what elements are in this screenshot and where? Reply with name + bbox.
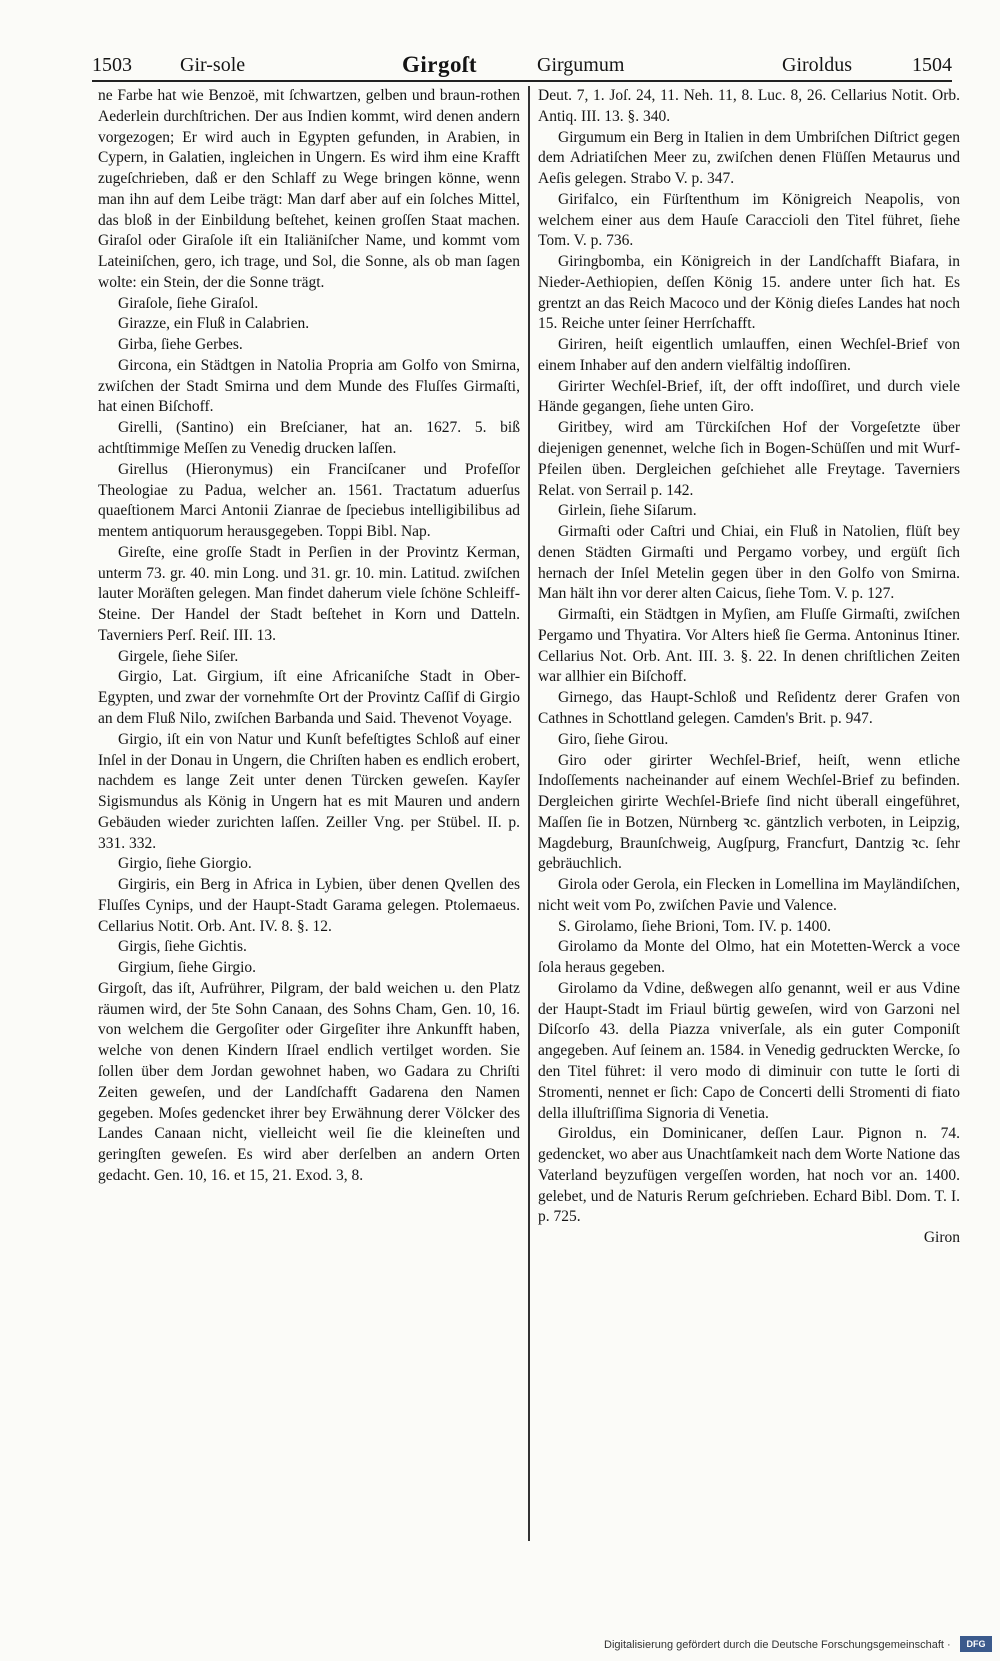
dictionary-entry: Girola oder Gerola, ein Flecken in Lomellina im Mayländiſchen, nicht weit vom Po, zwiſchen Pavie und Valence.: [538, 876, 960, 914]
dictionary-entry: Girgio, ſiehe Giorgio.: [118, 855, 252, 873]
keyword-right-2: Giroldus: [782, 54, 852, 76]
dictionary-entry: Girnego, das Haupt-Schloß und Reſidentz derer Grafen von Cathnes in Schottland gelegen. Camden's Brit. p. 947.: [538, 689, 960, 727]
dictionary-entry: Girgio, iſt ein von Natur und Kunſt befeſtigtes Schloß auf einer Inſel in der Donau in Ungern, die Chriſten haben es endlich erobert, nachdem es lange Zeit unter denen Türcken geweſen. Kayſer Sigismundus als König in Ungern hat es mit Mauren und andern Gebäuden wieder zurichten laſſen. Zeiller Vng. per Stübel. II. p. 331. 332.: [98, 730, 520, 852]
right-column: [538, 86, 960, 1249]
dictionary-entry: Girgoſt, das iſt, Aufrührer, Pilgram, der bald weichen u. den Platz räumen wird, der 5te Sohn Canaan, des Sohns Cham, Gen. 10, 16. von welchem die Gergoſiter oder Girgeſiter ihre Ankunfft haben, welche von denen Kindern Iſrael endlich vertilget worden. Sie ſollen über dem Jordan gewohnet haben, wo Gadara zu Chriſti Zeiten geweſen, und der Landſchafft Gadarena den Namen gegeben. Moſes gedencket ihrer bey Erwähnung derer Völcker des Landes Canaan nicht, vielleicht weil ſie die kleineſten und geringſten geweſen. Es wird aber derſelben an andern Orten gedacht. Gen. 10, 16. et 15, 21. Exod. 3, 8.: [98, 979, 520, 1184]
dictionary-entry: Girmaſti, ein Städtgen in Myſien, am Fluſſe Girmaſti, zwiſchen Pergamo und Thyatira. Vor Alters hieß ſie Germa. Antoninus Itiner. Cellarius Not. Orb. Ant. III. 3. §. 22. In denen chriſtlichen Zeiten war allhier ein Biſchoff.: [538, 606, 960, 686]
dictionary-entry: Girgio, Lat. Girgium, iſt eine Africaniſche Stadt in Ober-Egypten, und zwar der vornehmſte Ort der Provintz Caſſif di Girgio an dem Fluß Nilo, zwiſchen Barbanda und Said. Thevenot Voyage.: [98, 668, 520, 727]
dictionary-entry: Girirter Wechſel-Brief, iſt, der offt indoſſiret, und durch viele Hände gegangen, ſiehe unten Giro.: [538, 377, 960, 416]
dictionary-entry: Giro, ſiehe Girou.: [558, 730, 669, 748]
dfg-logo: DFG: [960, 1636, 992, 1652]
dictionary-entry: Girgumum ein Berg in Italien in dem Umbriſchen Diſtrict gegen dem Adriatiſchen Meer zu, zwiſchen denen Flüſſen Metaurus und Aeſis gelegen. Strabo V. p. 347.: [538, 128, 960, 188]
footer-credit: Digitalisierung gefördert durch die Deutsche Forschungsgemeinschaft ·: [604, 1639, 951, 1651]
page-number-left: 1503: [92, 54, 132, 76]
dictionary-entry: Giraſole, ſiehe Giraſol.: [118, 294, 259, 312]
dictionary-entry: ne Farbe hat wie Benzoë, mit ſchwartzen, gelben und braun-rothen Aederlein durchſtrichen. Der aus Indien kommt, wird denen andern vorgezogen; Er wird auch in Egypten gefunden, in Arabien, in Cypern, in Galatien, ingleichen in Ungern. Es wird ihm eine Krafft zugeſchrieben, daß er den Schlaff zu Wege bringen könne, wenn man ihn auf dem Leibe trägt: Man darf aber auf ein ſolches Mittel, das bloß in der Einbildung beſtehet, keinen groſſen Staat machen. Giraſol oder Giraſole iſt ein Italiäniſcher Name, und kommt vom Lateiniſchen, gero, ich trage, und Sol, die Sonne, als ob man ſagen wolte: ein Stein, der die Sonne trägt.: [98, 87, 520, 291]
running-header: [92, 52, 952, 78]
dictionary-entry: Giritbey, wird am Türckiſchen Hof der Vorgeſetzte über diejenigen genennet, welche ſich in Bogen-Schüſſen und mit Wurf-Pfeilen üben. Dergleichen geſchiehet alle Freytage. Taverniers Relat. von Serrail p. 142.: [538, 419, 960, 499]
header-title: Girgoſt: [402, 52, 478, 77]
dictionary-entry: Gireſte, eine groſſe Stadt in Perſien in der Provintz Kerman, unterm 73. gr. 40. min Long. und 31. gr. 10. min. Latitud. zwiſchen lauter Moräſten gelegen. Man findet daherum viele ſchöne Schleiff-Steine. Der Handel der Stadt beſtehet in Korn und Datteln. Taverniers Perſ. Reiſ. III. 13.: [98, 543, 520, 644]
left-column: [98, 86, 520, 1187]
column-divider: [528, 86, 530, 1541]
dictionary-entry: Girgis, ſiehe Gichtis.: [118, 938, 247, 956]
dictionary-entry: Girazze, ein Fluß in Calabrien.: [118, 315, 310, 333]
catchword: Giron: [923, 1229, 960, 1247]
dictionary-entry: Gircona, ein Städtgen in Natolia Propria am Golfo von Smirna, zwiſchen der Stadt Smirna und dem Munde des Fluſſes Girmaſti, hat einen Biſchoff.: [98, 356, 520, 416]
dictionary-entry: Giroldus, ein Dominicaner, deſſen Laur. Pignon n. 74. gedencket, wo aber aus Unachtſamkeit nach dem Worte Natione das Vaterland beyzufügen vergeſſen worden, hat noch vor an. 1400. gelebet, und de Naturis Rerum geſchrieben. Echard Bibl. Dom. T. I. p. 725.: [538, 1125, 960, 1226]
dictionary-entry: Girba, ſiehe Gerbes.: [118, 336, 243, 354]
dictionary-entry: S. Girolamo, ſiehe Brioni, Tom. IV. p. 1400.: [558, 917, 832, 935]
header-rule: [92, 80, 952, 82]
dictionary-entry: Giro oder girirter Wechſel-Brief, heiſt, wenn etliche Indoſſements nacheinander auf einem Wechſel-Brief zu befinden. Dergleichen girirte Wechſel-Briefe ſind nicht überall eingeführet, Maſſen ſie in Botzen, Nürnberg ꝛc. gäntzlich verboten, in Leipzig, Magdeburg, Braunſchweig, Augſpurg, Francfurt, Dantzig ꝛc. ſehr gebräuchlich.: [538, 751, 960, 873]
dictionary-entry: Girellus (Hieronymus) ein Franciſcaner und Profeſſor Theologiae zu Padua, welcher an. 1561. Tractatum aduerſus quaeſtionem Marci Antonii Zianrae de ſpeciebus intelligibilibus ad mentem antiquorum herausgegeben. Toppi Bibl. Nap.: [98, 460, 520, 541]
dictionary-entry: Giriren, heiſt eigentlich umlauffen, einen Wechſel-Brief von einem Inhaber auf den andern vielfältig indoſſiren.: [538, 336, 960, 374]
dictionary-entry: Girifalco, ein Fürſtenthum im Königreich Neapolis, von welchem einer aus dem Hauſe Caraccioli den Titel führet, ſiehe Tom. V. p. 736.: [538, 190, 960, 250]
dictionary-entry: Deut. 7, 1. Joſ. 24, 11. Neh. 11, 8. Luc. 8, 26. Cellarius Notit. Orb. Antiq. III. 13. §. 340.: [538, 87, 960, 125]
dictionary-entry: Girgele, ſiehe Siſer.: [118, 647, 239, 665]
keyword-left: Gir-sole: [180, 54, 246, 76]
page-number-right: 1504: [912, 54, 952, 76]
dictionary-entry: Girgiris, ein Berg in Africa in Lybien, über denen Qvellen des Fluſſes Cynips, und der Haupt-Stadt Garama gelegen. Ptolemaeus. Cellarius Notit. Orb. Ant. IV. 8. §. 12.: [98, 876, 520, 935]
keyword-right: Girgumum: [537, 54, 625, 76]
dictionary-entry: Girmaſti oder Caſtri und Chiai, ein Fluß in Natolien, flüſt bey denen Städten Girmaſti und Pergamo vorbey, und ergüſt ſich hernach der Inſel Metelin gegen über in den Golfo von Smirna. Man hält ihn vor derer alten Caicus, ſiehe Tom. V. p. 127.: [538, 523, 960, 603]
dictionary-entry: Girolamo da Monte del Olmo, hat ein Motetten-Werck a voce ſola heraus gegeben.: [538, 938, 960, 977]
dictionary-entry: Girolamo da Vdine, deßwegen alſo genannt, weil er aus Vdine der Haupt-Stadt im Friaul bürtig geweſen, wird von Garzoni nel Diſcorſo 43. della Piazza vniverſale, als ein guter Componiſt angegeben. Auf ſeinem an. 1584. in Venedig gedruckten Wercke, ſo den Titel führet: il vero modo di diminuir con tutte le ſorti di Stromenti, nennet er ſich: Capo de Concerti delli Stromenti di fiato della illuſtriſſima Signoria di Venetia.: [538, 979, 960, 1122]
dictionary-entry: Girelli, (Santino) ein Breſcianer, hat an. 1627. 5. biß achtſtimmige Meſſen zu Venedig drucken laſſen.: [98, 419, 520, 458]
dictionary-entry: Girlein, ſiehe Siſarum.: [558, 502, 697, 520]
dictionary-entry: Giringbomba, ein Königreich in der Landſchafft Biafara, in Nieder-Aethiopien, deſſen König 15. andere unter ſich hat. Es grentzt an das Reich Macoco und der König dieſes Landes hat noch 15. Reiche unter ſeiner Herrſchafft.: [538, 253, 960, 333]
dictionary-entry: Girgium, ſiehe Girgio.: [118, 959, 257, 977]
